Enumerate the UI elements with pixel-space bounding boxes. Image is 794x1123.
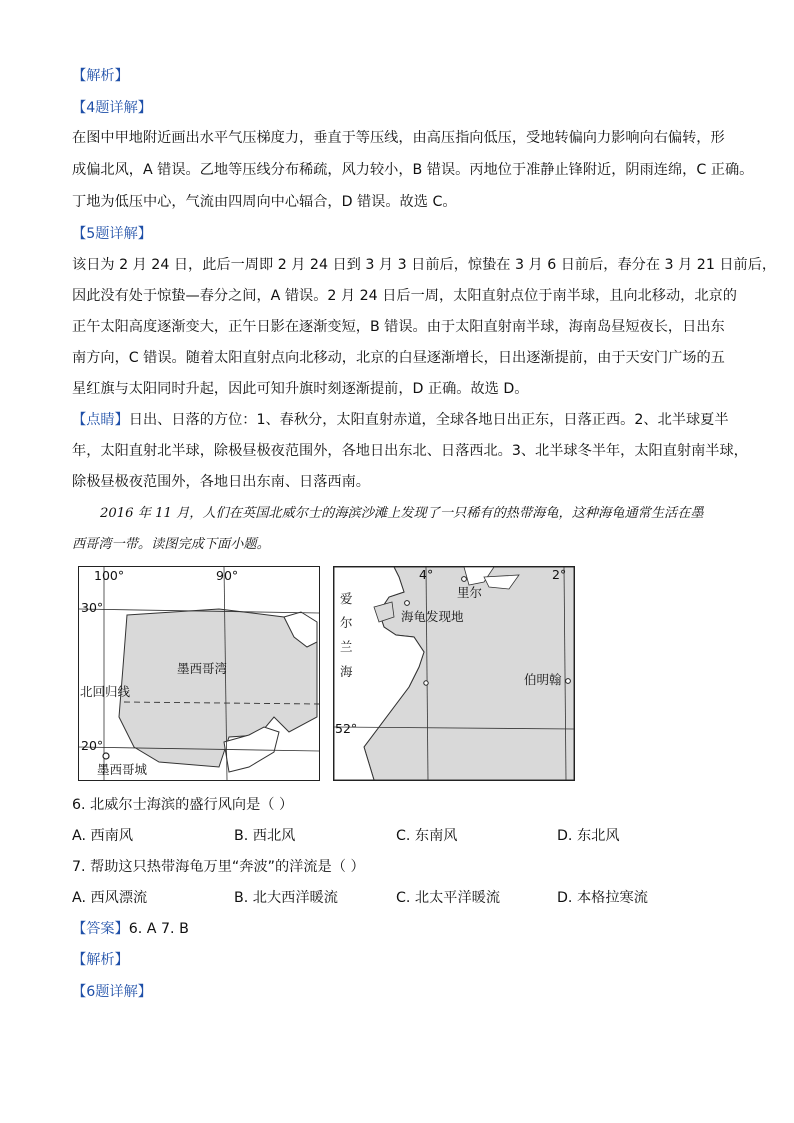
answer-label: 【答案】 <box>72 921 129 937</box>
q6-option-c[interactable]: C. 东南风 <box>396 828 458 844</box>
q5-text-line: 南方向，C 错误。随着太阳直射点向北移动，北京的白昼逐渐增长，日出逐渐提前，由于天安门广场的五 <box>72 350 725 366</box>
q4-text-line: 丁地为低压中心，气流由四周向中心辐合，D 错误。故选 C。 <box>72 194 457 210</box>
q5-text-line: 正午太阳高度逐渐变大，正午日影在逐渐变短，B 错误。由于太阳直射南半球，海南岛昼短夜长，日出东 <box>72 319 725 335</box>
tropic-label: 北回归线 <box>80 684 131 699</box>
gulf-label: 墨西哥湾 <box>177 661 228 676</box>
lat-label-20: 20° <box>81 738 104 753</box>
tip-text: 日出、日落的方位：1、春秋分，太阳直射赤道，全球各地日出正东，日落正西。2、北半球夏半 <box>128 412 729 428</box>
question-intro-line: 2016 年 11 月，人们在英国北威尔士的海滨沙滩上发现了一只稀有的热带海龟，这种海龟通常生活在墨 <box>100 506 704 521</box>
q6-option-b[interactable]: B. 西北风 <box>234 828 296 844</box>
gulf-of-mexico-map <box>78 566 320 781</box>
irish-sea-label-char: 爱 <box>340 591 353 606</box>
irish-sea-label-char: 海 <box>340 664 353 679</box>
q5-text-line: 该日为 2 月 24 日，此后一周即 2 月 24 日到 3 月 3 日前后，惊蛰在 3 月 6 日前后，春分在 3 月 21 日前后， <box>72 257 777 273</box>
lon-label-4: 4° <box>419 567 434 582</box>
turtle-found-label: 海龟发现地 <box>401 609 464 624</box>
tip-text-line: 除极昼极夜范围外，各地日出东南、日落西南。 <box>72 474 370 490</box>
q7-stem: 7. 帮助这只热带海龟万里“奔波”的洋流是（ ） <box>72 859 365 875</box>
answer-text: 6. A 7. B <box>128 921 189 937</box>
lat-label-30: 30° <box>81 600 104 615</box>
q4-text-line: 在图中甲地附近画出水平气压梯度力，垂直于等压线，由高压指向低压，受地转偏向力影响向右偏转，形 <box>72 130 725 146</box>
q6-stem: 6. 北威尔士海滨的盛行风向是（ ） <box>72 797 294 813</box>
answer-line <box>72 919 189 939</box>
q6-option-d[interactable]: D. 东北风 <box>557 828 620 844</box>
q6-heading: 【6题详解】 <box>72 984 152 1000</box>
tip-paragraph-line <box>72 410 729 430</box>
q7-option-d[interactable]: D. 本格拉寒流 <box>557 890 648 906</box>
city-label-lille: 里尔 <box>457 585 483 600</box>
q7-option-c[interactable]: C. 北太平洋暖流 <box>396 890 501 906</box>
q7-option-b[interactable]: B. 北大西洋暖流 <box>234 890 338 906</box>
q6-option-a[interactable]: A. 西南风 <box>72 828 134 844</box>
lon-label-2: 2° <box>552 567 567 582</box>
tip-label: 【点睛】 <box>72 412 129 428</box>
gulf-water-shape <box>119 609 317 767</box>
q5-text-line: 因此没有处于惊蛰—春分之间，A 错误。2 月 24 日后一周，太阳直射点位于南半球，且向北移动，北京的 <box>72 288 737 304</box>
irish-sea-label-char: 尔 <box>340 615 353 630</box>
lon-label-100: 100° <box>94 568 125 583</box>
q5-text-line: 星红旗与太阳同时升起，因此可知升旗时刻逐渐提前，D 正确。故选 D。 <box>72 381 529 397</box>
q4-text-line: 成偏北风，A 错误。乙地等压线分布稀疏，风力较小，B 错误。丙地位于准静止锋附近，阴雨连绵，C 正确。 <box>72 162 754 178</box>
q4-heading: 【4题详解】 <box>72 100 152 116</box>
tip-text-line: 年，太阳直射北半球，除极昼极夜范围外，各地日出东北、日落西北。3、北半球冬半年，太阳直射南半球， <box>72 443 748 459</box>
city-label-birmingham: 伯明翰 <box>524 672 562 687</box>
irish-sea-label-char: 兰 <box>340 639 353 654</box>
lon-label-90: 90° <box>216 568 239 583</box>
question-intro-line: 西哥湾一带。读图完成下面小题。 <box>72 537 270 552</box>
lat-label-52: 52° <box>335 721 358 736</box>
q5-heading: 【5题详解】 <box>72 226 152 242</box>
analysis-heading: 【解析】 <box>72 952 129 968</box>
q7-option-a[interactable]: A. 西风漂流 <box>72 890 148 906</box>
analysis-heading: 【解析】 <box>72 68 129 84</box>
mexico-city-label: 墨西哥城 <box>97 762 148 777</box>
britain-irish-sea-map <box>333 566 575 781</box>
